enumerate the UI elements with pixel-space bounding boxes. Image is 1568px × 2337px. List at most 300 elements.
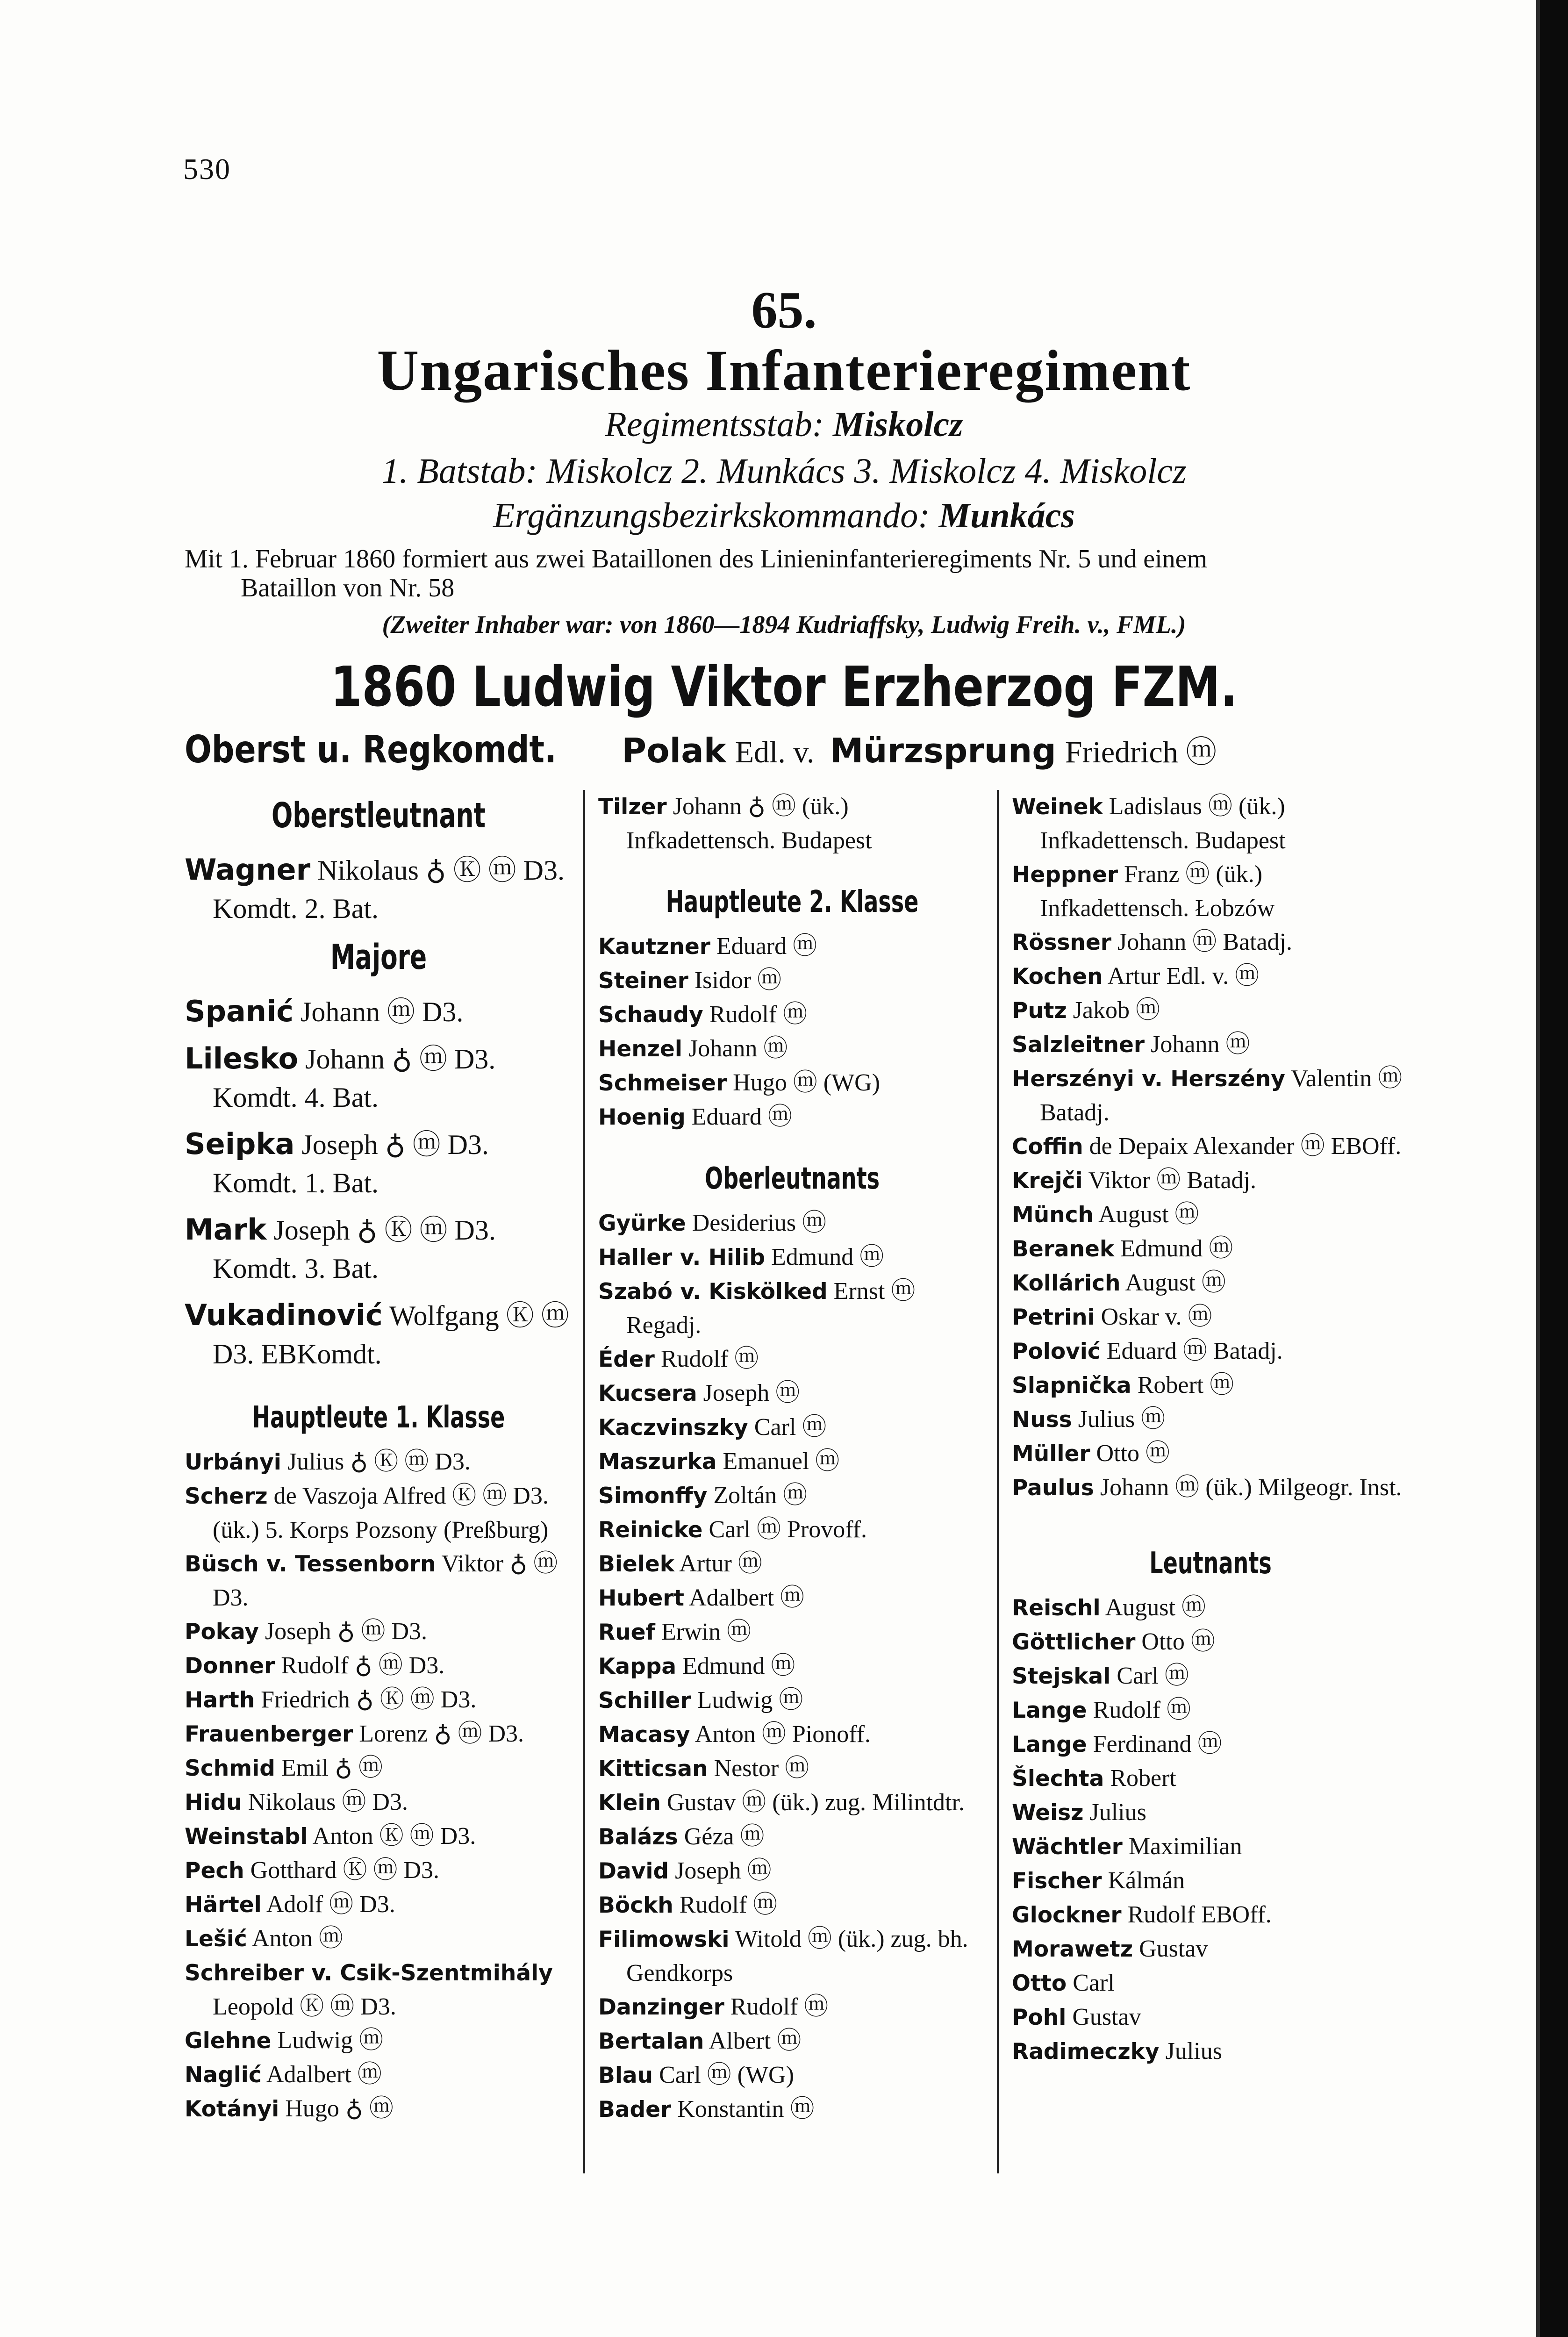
entry-surname: Harth xyxy=(185,1687,255,1713)
ergaenzung-place: Munkács xyxy=(938,496,1075,535)
entry-details: August ⓜ xyxy=(1125,1269,1226,1296)
entry-surname: Balázs xyxy=(598,1824,678,1850)
entry-surname: Mark xyxy=(185,1212,267,1247)
entry-details: Joseph ♁ ⓜ D3. Komdt. 1. Bat. xyxy=(213,1129,489,1198)
list-entry xyxy=(185,1854,573,1888)
list-entry xyxy=(1012,1728,1409,1762)
entry-surname: Pohl xyxy=(1012,2005,1067,2030)
list-entry xyxy=(185,1445,573,1479)
list-entry xyxy=(598,1990,986,2024)
list-entry xyxy=(598,1888,986,1922)
list-entry xyxy=(1012,1796,1409,1830)
entry-details: Anton Ⓚ ⓜ D3. xyxy=(312,1823,476,1850)
entry-details: Edmund ⓜ xyxy=(771,1244,884,1270)
entry-details: Erwin ⓜ xyxy=(661,1619,752,1645)
column-2 xyxy=(598,790,986,2127)
entry-details: Joseph ♁ Ⓚ ⓜ D3. Komdt. 3. Bat. xyxy=(213,1215,496,1284)
list-entry xyxy=(185,1547,573,1615)
history-line-1: Mit 1. Februar 1860 formiert aus zwei Bataillonen des Linieninfanterieregiments Nr. 5 und einem xyxy=(185,545,1208,573)
entry-surname: Lange xyxy=(1012,1698,1087,1723)
entry-details: Konstantin ⓜ xyxy=(677,2096,815,2122)
entry-surname: Hubert xyxy=(598,1585,684,1611)
list-column-2-top xyxy=(598,790,986,858)
list-entry xyxy=(598,1615,986,1649)
entry-surname: Éder xyxy=(598,1347,655,1372)
entry-surname: Vukadinović xyxy=(185,1298,383,1332)
section-head-leutnants: Leutnants xyxy=(1149,1546,1272,1581)
list-entry xyxy=(185,851,573,928)
entry-details: Ladislaus ⓜ (ük.) Infkadettensch. Budapest xyxy=(1040,793,1286,854)
entry-surname: Šlechta xyxy=(1012,1766,1104,1792)
entry-surname: Glehne xyxy=(185,2028,272,2054)
entry-details: Gustav xyxy=(1072,2004,1141,2030)
entry-details: Carl ⓜ Provoff. xyxy=(709,1516,867,1543)
entry-details: Anton ⓜ Pionoff. xyxy=(695,1721,871,1748)
entry-surname: Schreiber v. Csik-Szentmihály xyxy=(185,1960,553,1986)
entry-details: Rudolf ♁ ⓜ D3. xyxy=(281,1652,445,1679)
list-entry xyxy=(1012,1830,1409,1864)
list-entry xyxy=(1012,1898,1409,1932)
list-entry xyxy=(598,1032,986,1066)
entry-surname: Tilzer xyxy=(598,794,667,820)
entry-details: Ferdinand ⓜ xyxy=(1093,1731,1222,1757)
entry-surname: Kucsera xyxy=(598,1381,697,1406)
entry-surname: Härtel xyxy=(185,1892,262,1918)
list-majore xyxy=(185,992,573,1373)
list-entry xyxy=(598,1445,986,1479)
entry-details: Joseph ♁ ⓜ D3. xyxy=(265,1618,428,1645)
list-entry xyxy=(185,1125,573,1202)
entry-surname: Radimeczky xyxy=(1012,2039,1160,2065)
list-entry xyxy=(598,1376,986,1411)
regimentsstab-place: Miskolcz xyxy=(832,405,963,444)
entry-surname: Seipka xyxy=(185,1127,295,1161)
entry-details: Johann ♁ ⓜ (ük.) Infkadettensch. Budapest xyxy=(626,793,872,854)
list-entry xyxy=(1012,925,1409,960)
entry-surname: Coffin xyxy=(1012,1134,1083,1160)
list-entry xyxy=(598,1275,986,1342)
entry-details: Carl ⓜ xyxy=(754,1414,827,1441)
oberst-rest-a: Edl. v. xyxy=(735,735,815,769)
list-entry xyxy=(1012,1130,1409,1164)
list-entry xyxy=(598,930,986,964)
oberst-surname-2: Mürzsprung xyxy=(830,731,1056,770)
entry-surname: Scherz xyxy=(185,1484,268,1509)
entry-surname: Klein xyxy=(598,1790,661,1816)
entry-details: Eduard ⓜ Batadj. xyxy=(1106,1338,1283,1364)
entry-surname: Polović xyxy=(1012,1339,1101,1364)
entry-surname: Blau xyxy=(598,2063,653,2088)
list-column-3-top xyxy=(1012,790,1409,1505)
list-entry xyxy=(1012,1693,1409,1728)
list-entry xyxy=(598,1547,986,1581)
list-entry xyxy=(185,1649,573,1683)
entry-surname: Otto xyxy=(1012,1971,1067,1996)
list-entry xyxy=(185,1296,573,1373)
entry-surname: Haller v. Hilib xyxy=(598,1245,766,1270)
entry-surname: Reischl xyxy=(1012,1595,1101,1621)
entry-surname: Pech xyxy=(185,1858,244,1884)
oberst-line xyxy=(185,727,1217,771)
entry-details: Johann ⓜ (ük.) Milgeogr. Inst. xyxy=(1100,1474,1402,1501)
entry-details: Emanuel ⓜ xyxy=(723,1448,840,1475)
entry-details: Johann ♁ ⓜ D3. Komdt. 4. Bat. xyxy=(213,1044,496,1113)
entry-surname: Lešić xyxy=(185,1926,247,1952)
list-entry xyxy=(598,1820,986,1854)
entry-surname: Kaczvinszky xyxy=(598,1415,748,1441)
entry-surname: Putz xyxy=(1012,998,1067,1024)
entry-details: Adalbert ⓜ xyxy=(689,1584,805,1611)
list-entry xyxy=(185,1820,573,1854)
list-entry xyxy=(185,1922,573,1956)
list-entry xyxy=(185,2058,573,2092)
entry-details: Eduard ⓜ xyxy=(716,933,817,960)
entry-surname: Schmid xyxy=(185,1756,275,1781)
entry-details: Johann ⓜ xyxy=(1151,1031,1250,1058)
entry-surname: Weinek xyxy=(1012,794,1103,820)
ergaenzung-label: Ergänzungsbezirkskommando: xyxy=(493,496,930,535)
entry-surname: Nuss xyxy=(1012,1407,1072,1433)
list-entry xyxy=(598,1649,986,1684)
entry-surname: Fischer xyxy=(1012,1868,1102,1894)
list-entry xyxy=(1012,960,1409,994)
entry-details: Julius ⓜ xyxy=(1078,1406,1166,1433)
entry-surname: Weinstabl xyxy=(185,1824,308,1850)
entry-surname: Kochen xyxy=(1012,964,1103,989)
entry-details: Jakob ⓜ xyxy=(1073,997,1160,1024)
entry-surname: Macasy xyxy=(598,1722,690,1748)
history-note xyxy=(185,545,1395,602)
entry-details: Joseph ⓜ xyxy=(675,1857,772,1884)
list-oberleutnants xyxy=(598,1206,986,2127)
entry-surname: Kollárich xyxy=(1012,1270,1121,1296)
entry-details: Eduard ⓜ xyxy=(691,1104,792,1130)
entry-details: de Vaszoja Alfred Ⓚ ⓜ D3. (ük.) 5. Korps Pozsony (Preßburg) xyxy=(213,1483,549,1543)
entry-details: Johann ⓜ xyxy=(688,1035,788,1062)
list-entry xyxy=(185,1785,573,1820)
entry-surname: Bertalan xyxy=(598,2029,704,2054)
entry-surname: Schmeiser xyxy=(598,1070,727,1096)
entry-details: Artur Edl. v. ⓜ xyxy=(1107,963,1260,989)
column-3 xyxy=(1012,790,1409,2069)
list-entry xyxy=(598,1240,986,1275)
entry-surname: Salzleitner xyxy=(1012,1032,1145,1058)
entry-details: Rudolf ⓜ xyxy=(730,1993,829,2020)
entry-details: Maximilian xyxy=(1128,1833,1242,1860)
entry-surname: Paulus xyxy=(1012,1475,1094,1501)
list-entry xyxy=(1012,1028,1409,1062)
entry-details: Julius xyxy=(1089,1799,1146,1826)
entry-details: Valentin ⓜ Batadj. xyxy=(1040,1065,1403,1126)
list-entry xyxy=(598,1581,986,1615)
entry-details: Albert ⓜ xyxy=(709,2028,802,2054)
entry-details: Artur ⓜ xyxy=(679,1550,762,1577)
entry-details: Carl xyxy=(1073,1970,1115,1996)
entry-surname: Krejči xyxy=(1012,1168,1083,1194)
entry-details: Oskar v. ⓜ xyxy=(1101,1304,1212,1330)
list-entry xyxy=(1012,1591,1409,1625)
entry-details: de Depaix Alexander ⓜ EBOff. xyxy=(1089,1133,1402,1160)
list-entry xyxy=(598,2093,986,2127)
entry-details: Friedrich ♁ Ⓚ ⓜ D3. xyxy=(261,1686,477,1713)
list-entry xyxy=(1012,858,1409,925)
regimentsstab-line xyxy=(0,404,1568,445)
list-entry xyxy=(1012,790,1409,858)
entry-surname: Maszurka xyxy=(598,1449,717,1475)
entry-surname: Gyürke xyxy=(598,1211,686,1236)
entry-surname: Müller xyxy=(1012,1441,1090,1467)
entry-surname: Beranek xyxy=(1012,1236,1115,1262)
list-entry xyxy=(1012,1198,1409,1232)
entry-details: Rudolf ⓜ xyxy=(660,1346,759,1372)
list-entry xyxy=(598,1786,986,1820)
entry-surname: Schiller xyxy=(598,1688,691,1713)
list-entry xyxy=(598,2058,986,2093)
entry-surname: Kautzner xyxy=(598,934,710,960)
entry-details: Anton ⓜ xyxy=(251,1925,343,1952)
entry-surname: Petrini xyxy=(1012,1305,1095,1330)
list-entry xyxy=(598,1066,986,1100)
list-entry xyxy=(1012,1471,1409,1505)
list-entry xyxy=(1012,1300,1409,1334)
entry-details: Robert ⓜ xyxy=(1137,1372,1234,1398)
oberst-rest-b: Friedrich ⓜ xyxy=(1065,735,1217,769)
entry-details: Carl ⓜ xyxy=(1117,1663,1189,1689)
section-head-hauptleute-1: Hauptleute 1. Klasse xyxy=(252,1400,505,1435)
entry-surname: Schaudy xyxy=(598,1002,703,1028)
list-entry xyxy=(598,1752,986,1786)
entry-surname: Spanić xyxy=(185,994,294,1028)
column-divider-1 xyxy=(583,790,585,2173)
entry-details: Gustav xyxy=(1139,1936,1208,1962)
entry-surname: Hidu xyxy=(185,1790,242,1815)
list-entry xyxy=(1012,1625,1409,1659)
section-head-majore: Majore xyxy=(330,937,427,977)
list-entry xyxy=(1012,1762,1409,1796)
entry-details: Géza ⓜ xyxy=(684,1823,765,1850)
list-entry xyxy=(1012,1266,1409,1300)
entry-details: Rudolf EBOff. xyxy=(1127,1901,1272,1928)
entry-details: Julius ♁ Ⓚ ⓜ D3. xyxy=(287,1448,471,1475)
list-entry xyxy=(185,2024,573,2058)
entry-surname: Kitticsan xyxy=(598,1756,708,1782)
list-entry xyxy=(598,1100,986,1134)
list-entry xyxy=(598,964,986,998)
entry-surname: Simonffy xyxy=(598,1483,708,1509)
entry-details: Otto ⓜ xyxy=(1141,1628,1215,1655)
entry-details: Nestor ⓜ xyxy=(714,1755,809,1782)
entry-details: Julius xyxy=(1165,2038,1222,2065)
entry-details: Viktor ⓜ Batadj. xyxy=(1088,1167,1257,1194)
batstab-line: 1. Batstab: Miskolcz 2. Munkács 3. Miskolcz 4. Miskolcz xyxy=(381,452,1187,491)
entry-surname: Steiner xyxy=(598,968,688,994)
entry-surname: Donner xyxy=(185,1653,275,1679)
list-entry xyxy=(1012,1437,1409,1471)
list-entry xyxy=(185,1615,573,1649)
entry-surname: Lange xyxy=(1012,1732,1087,1757)
entry-surname: Lilesko xyxy=(185,1041,299,1075)
entry-details: Kálmán xyxy=(1108,1867,1185,1894)
list-leutnants xyxy=(1012,1591,1409,2069)
list-entry xyxy=(185,2092,573,2126)
entry-details: August ⓜ xyxy=(1098,1201,1199,1228)
list-entry xyxy=(185,1956,573,2024)
entry-details: Rudolf ⓜ xyxy=(709,1001,808,1028)
oberst-rank: Oberst u. Regkomdt. xyxy=(185,728,557,771)
entry-surname: Urbányi xyxy=(185,1449,281,1475)
entry-details: Witold ⓜ (ük.) zug. bh. Gendkorps xyxy=(626,1926,968,1986)
list-entry xyxy=(185,1717,573,1751)
entry-surname: Hoenig xyxy=(598,1104,686,1130)
entry-surname: Kappa xyxy=(598,1654,677,1679)
list-entry xyxy=(1012,1164,1409,1198)
history-line-2: Bataillon von Nr. 58 xyxy=(241,573,455,602)
list-entry xyxy=(185,992,573,1031)
entry-details: Carl ⓜ (WG) xyxy=(659,2062,794,2088)
entry-surname: Pokay xyxy=(185,1619,259,1645)
list-entry xyxy=(598,2024,986,2058)
page-number: 530 xyxy=(183,152,231,186)
list-entry xyxy=(598,1854,986,1888)
entry-surname: Reinicke xyxy=(598,1517,703,1543)
entry-surname: Morawetz xyxy=(1012,1936,1133,1962)
entry-details: Gustav ⓜ (ük.) zug. Milintdtr. xyxy=(666,1789,965,1816)
list-entry xyxy=(598,1342,986,1376)
list-entry xyxy=(598,1411,986,1445)
entry-details: Viktor ♁ ⓜ D3. xyxy=(213,1550,558,1611)
entry-surname: Slapnička xyxy=(1012,1373,1131,1398)
entry-details: Otto ⓜ xyxy=(1096,1440,1170,1467)
entry-details: Franz ⓜ (ük.) Infkadettensch. Łobzów xyxy=(1040,861,1275,922)
entry-surname: David xyxy=(598,1858,669,1884)
entry-details: Ernst ⓜ Regadj. xyxy=(626,1278,916,1339)
entry-details: Lorenz ♁ ⓜ D3. xyxy=(359,1720,524,1747)
list-oberstleutnant xyxy=(185,851,573,928)
list-entry xyxy=(598,1206,986,1240)
entry-surname: Göttlicher xyxy=(1012,1629,1136,1655)
regimentsstab-label: Regimentsstab: xyxy=(605,405,824,444)
entry-surname: Weisz xyxy=(1012,1800,1084,1826)
entry-details: Emil ♁ ⓜ xyxy=(281,1755,383,1781)
entry-details: Hugo ♁ ⓜ xyxy=(285,2095,394,2122)
second-owner-note: (Zweiter Inhaber war: von 1860—1894 Kudriaffsky, Ludwig Freih. v., FML.) xyxy=(382,610,1186,638)
ergaenzung-line xyxy=(0,495,1568,536)
list-entry xyxy=(1012,2000,1409,2035)
entry-surname: Naglić xyxy=(185,2062,262,2088)
owner-line: 1860 Ludwig Viktor Erzherzog FZM. xyxy=(330,654,1238,719)
list-entry xyxy=(185,1211,573,1288)
entry-surname: Stejskal xyxy=(1012,1663,1111,1689)
list-entry xyxy=(1012,1062,1409,1130)
column-divider-2 xyxy=(997,790,999,2173)
list-entry xyxy=(598,790,986,858)
entry-details: Hugo ⓜ (WG) xyxy=(733,1069,880,1096)
column-1 xyxy=(185,790,573,2126)
section-head-oberstleutnant: Oberstleutnant xyxy=(272,796,486,836)
list-entry xyxy=(1012,1932,1409,1966)
list-entry xyxy=(1012,1232,1409,1266)
entry-details: Isidor ⓜ xyxy=(694,967,782,994)
entry-details: Wolfgang Ⓚ ⓜ D3. EBKomdt. xyxy=(213,1300,569,1369)
entry-surname: Herszényi v. Herszény xyxy=(1012,1066,1285,1092)
list-entry xyxy=(1012,994,1409,1028)
list-entry xyxy=(1012,1659,1409,1693)
list-entry xyxy=(1012,2035,1409,2069)
entry-surname: Danzinger xyxy=(598,1994,724,2020)
list-entry xyxy=(1012,1334,1409,1369)
regiment-number: 65. xyxy=(751,281,817,339)
entry-details: Adalbert ⓜ xyxy=(266,2061,382,2088)
entry-surname: Münch xyxy=(1012,1202,1094,1228)
entry-surname: Frauenberger xyxy=(185,1721,353,1747)
entry-surname: Heppner xyxy=(1012,862,1118,888)
entry-details: Nikolaus ♁ Ⓚ ⓜ D3. Komdt. 2. Bat. xyxy=(213,855,565,924)
list-entry xyxy=(598,1922,986,1990)
entry-details: Rudolf ⓜ xyxy=(679,1892,778,1918)
entry-details: Rudolf ⓜ xyxy=(1093,1697,1191,1723)
oberst-surname: Polak xyxy=(622,731,726,770)
entry-surname: Henzel xyxy=(598,1036,683,1062)
entry-details: Edmund ⓜ xyxy=(1120,1235,1233,1262)
entry-details: Edmund ⓜ xyxy=(682,1653,795,1679)
entry-surname: Böckh xyxy=(598,1893,673,1918)
list-hauptleute-1 xyxy=(185,1445,573,2126)
entry-details: Ludwig ⓜ xyxy=(697,1687,803,1713)
entry-details: Joseph ⓜ xyxy=(703,1380,800,1406)
entry-surname: Bader xyxy=(598,2097,672,2122)
list-entry xyxy=(185,1888,573,1922)
list-hauptleute-2 xyxy=(598,930,986,1134)
regiment-title: Ungarisches Infanterieregiment xyxy=(377,338,1191,402)
section-head-hauptleute-2: Hauptleute 2. Klasse xyxy=(666,885,919,919)
list-entry xyxy=(598,1718,986,1752)
entry-surname: Kotányi xyxy=(185,2096,279,2122)
list-entry xyxy=(1012,1369,1409,1403)
list-entry xyxy=(185,1479,573,1547)
entry-details: Ludwig ⓜ xyxy=(277,2027,384,2054)
entry-surname: Glockner xyxy=(1012,1902,1122,1928)
list-entry xyxy=(598,998,986,1032)
entry-surname: Bielek xyxy=(598,1551,675,1577)
entry-details: Johann ⓜ D3. xyxy=(301,996,464,1027)
section-head-oberleutnants: Oberleutnants xyxy=(704,1161,880,1196)
entry-surname: Büsch v. Tessenborn xyxy=(185,1551,436,1577)
entry-surname: Szabó v. Kiskölked xyxy=(598,1279,828,1305)
list-entry xyxy=(185,1751,573,1785)
entry-details: Robert xyxy=(1110,1765,1176,1792)
entry-details: Zoltán ⓜ xyxy=(713,1482,808,1509)
entry-surname: Wächtler xyxy=(1012,1834,1123,1860)
entry-details: Adolf ⓜ D3. xyxy=(266,1891,395,1918)
entry-details: Johann ⓜ Batadj. xyxy=(1117,929,1293,955)
entry-details: Nikolaus ⓜ D3. xyxy=(248,1789,408,1815)
entry-details: Leopold Ⓚ ⓜ D3. xyxy=(213,1993,396,2020)
entry-surname: Filimowski xyxy=(598,1927,730,1952)
list-entry xyxy=(1012,1864,1409,1898)
list-entry xyxy=(1012,1966,1409,2000)
list-entry xyxy=(598,1684,986,1718)
entry-details: Gotthard Ⓚ ⓜ D3. xyxy=(250,1857,440,1884)
list-entry xyxy=(598,1479,986,1513)
entry-details: August ⓜ xyxy=(1105,1594,1206,1621)
list-entry xyxy=(185,1683,573,1717)
entry-surname: Wagner xyxy=(185,853,311,887)
entry-details: Desiderius ⓜ xyxy=(692,1210,827,1236)
list-entry xyxy=(185,1039,573,1117)
entry-surname: Rössner xyxy=(1012,930,1111,955)
list-entry xyxy=(1012,1403,1409,1437)
list-entry xyxy=(598,1513,986,1547)
